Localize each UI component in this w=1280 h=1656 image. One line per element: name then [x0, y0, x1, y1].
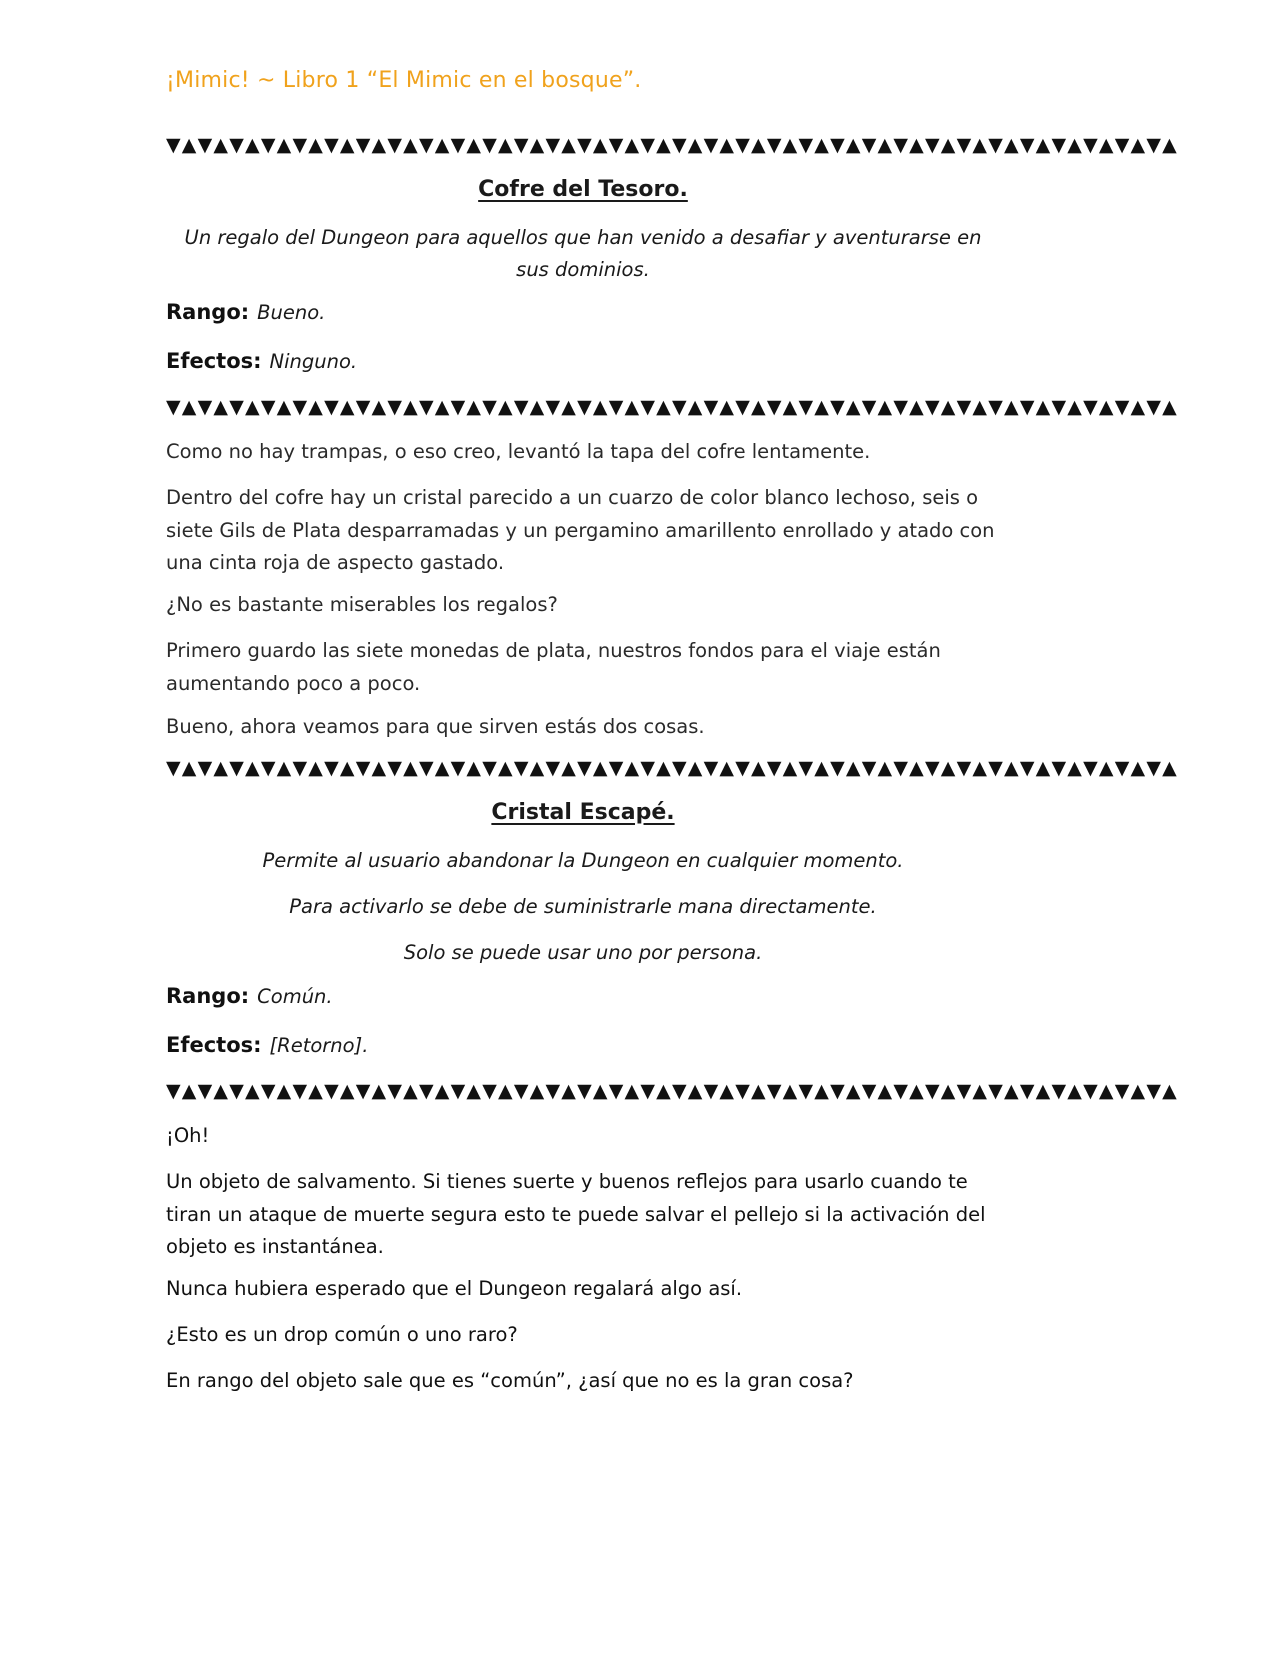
divider-3: ▼▲▼▲▼▲▼▲▼▲▼▲▼▲▼▲▼▲▼▲▼▲▼▲▼▲▼▲▼▲▼▲▼▲▼▲▼▲▼▲▼▲▼▲▼▲▼▲▼▲▼▲▼▲▼▲▼▲▼▲▼▲▼▲	[166, 757, 1178, 779]
item-line: Permite al usuario abandonar la Dungeon en cualquier momento.	[262, 849, 904, 872]
divider-1: ▼▲▼▲▼▲▼▲▼▲▼▲▼▲▼▲▼▲▼▲▼▲▼▲▼▲▼▲▼▲▼▲▼▲▼▲▼▲▼▲▼▲▼▲▼▲▼▲▼▲▼▲▼▲▼▲▼▲▼▲▼▲▼▲	[166, 134, 1178, 156]
paragraph: Como no hay trampas, o eso creo, levantó la tapa del cofre lentamente.	[166, 440, 871, 463]
item-description-treasure-chest: Un regalo del Dungeon para aquellos que han venido a desafiar y aventurarse en sus dominios.	[184, 226, 982, 281]
divider-2: ▼▲▼▲▼▲▼▲▼▲▼▲▼▲▼▲▼▲▼▲▼▲▼▲▼▲▼▲▼▲▼▲▼▲▼▲▼▲▼▲▼▲▼▲▼▲▼▲▼▲▼▲▼▲▼▲▼▲▼▲▼▲▼▲	[166, 396, 1178, 418]
stat-effects-value: [Retorno].	[269, 1034, 369, 1057]
stat-effects-label: Efectos:	[166, 349, 262, 373]
paragraph: Primero guardo las siete monedas de plata, nuestros fondos para el viaje están aumentando poco a poco.	[166, 639, 941, 695]
stat-effects-escape-crystal	[166, 1033, 1000, 1057]
stat-rank-value: Común.	[257, 985, 333, 1008]
stat-effects-treasure-chest	[166, 349, 1000, 373]
item-title-treasure-chest: Cofre del Tesoro.	[478, 177, 688, 202]
stat-effects-value: Ninguno.	[269, 350, 358, 373]
stat-rank-label: Rango:	[166, 300, 250, 324]
paragraph: En rango del objeto sale que es “común”, ¿así que no es la gran cosa?	[166, 1369, 854, 1392]
paragraph: Un objeto de salvamento. Si tienes suerte y buenos reflejos para usarlo cuando te tiran un ataque de muerte segura esto te puede salvar el pellejo si la activación del objeto es instantánea.	[166, 1170, 986, 1258]
stat-rank-label: Rango:	[166, 984, 250, 1008]
stat-rank-treasure-chest	[166, 300, 1000, 324]
paragraph: ¡Oh!	[166, 1124, 210, 1147]
stat-effects-label: Efectos:	[166, 1033, 262, 1057]
paragraph: ¿No es bastante miserables los regalos?	[166, 593, 558, 616]
paragraph: ¿Esto es un drop común o uno raro?	[166, 1323, 518, 1346]
stat-rank-escape-crystal	[166, 984, 1000, 1008]
divider-4: ▼▲▼▲▼▲▼▲▼▲▼▲▼▲▼▲▼▲▼▲▼▲▼▲▼▲▼▲▼▲▼▲▼▲▼▲▼▲▼▲▼▲▼▲▼▲▼▲▼▲▼▲▼▲▼▲▼▲▼▲▼▲▼▲	[166, 1080, 1178, 1102]
paragraph: Nunca hubiera esperado que el Dungeon regalará algo así.	[166, 1277, 743, 1300]
item-line: Para activarlo se debe de suministrarle mana directamente.	[289, 895, 877, 918]
paragraph: Dentro del cofre hay un cristal parecido a un cuarzo de color blanco lechoso, seis o siete Gils de Plata desparramadas y un pergamino amarillento enrollado y atado con una cinta roja de aspecto gastado.	[166, 486, 995, 574]
stat-rank-value: Bueno.	[257, 301, 326, 324]
item-line: Solo se puede usar uno por persona.	[403, 941, 763, 964]
paragraph: Bueno, ahora veamos para que sirven estás dos cosas.	[166, 715, 705, 738]
page-header: ¡Mimic! ~ Libro 1 “El Mimic en el bosque”.	[166, 68, 642, 93]
item-title-escape-crystal: Cristal Escapé.	[491, 800, 675, 825]
